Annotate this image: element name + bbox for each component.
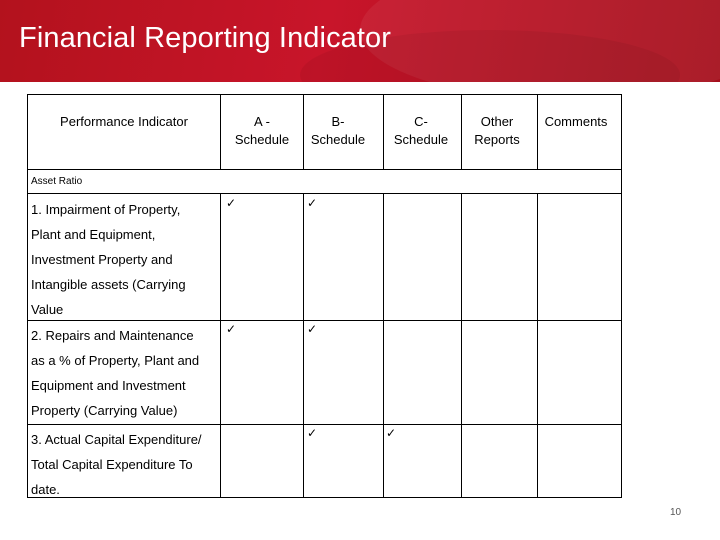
header-a-schedule [222, 113, 302, 149]
row-2-line: 2. Repairs and Maintenance [31, 328, 194, 343]
header-comments: Comments [544, 114, 608, 129]
table-row-2-indicator [31, 323, 221, 423]
header-other-reports-line2: Reports [474, 132, 520, 147]
header-b-schedule-line2: Schedule [310, 132, 366, 147]
row-2-line: as a % of Property, Plant and [31, 353, 200, 368]
header-performance-indicator: Performance Indicator [60, 114, 188, 129]
section-label-asset-ratio: Asset Ratio [31, 176, 83, 187]
header-a-schedule-line2: Schedule [234, 132, 290, 147]
table-row-3-indicator [31, 427, 221, 502]
header-other-reports-line1: Other [480, 114, 514, 129]
row-1-a-schedule-check-icon: ✓ [226, 196, 237, 210]
page-number: 10 [670, 507, 682, 518]
row-2-line: Equipment and Investment [31, 378, 186, 393]
row-3-line: Total Capital Expenditure To [31, 457, 193, 472]
header-b-schedule [298, 113, 378, 149]
row-1-line: Plant and Equipment, [31, 227, 156, 242]
row-1-b-schedule-check-icon: ✓ [307, 196, 318, 210]
row-3-line: 3. Actual Capital Expenditure/ [31, 432, 202, 447]
page-title: Financial Reporting Indicator [19, 22, 392, 54]
header-a-schedule-line1: A - [254, 114, 270, 129]
row-2-a-schedule-check-icon: ✓ [226, 322, 237, 336]
header-c-schedule [381, 113, 461, 149]
row-1-line: Investment Property and [31, 252, 173, 267]
row-1-line: 1. Impairment of Property, [31, 202, 181, 217]
header-c-schedule-line2: Schedule [393, 132, 449, 147]
row-2-line: Property (Carrying Value) [31, 403, 178, 418]
header-c-schedule-line1: C- [414, 114, 428, 129]
row-2-b-schedule-check-icon: ✓ [307, 322, 318, 336]
header-b-schedule-line1: B- [331, 114, 345, 129]
row-3-b-schedule-check-icon: ✓ [307, 426, 318, 440]
header-other-reports [461, 113, 533, 149]
row-1-line: Value [31, 302, 64, 317]
table-row-1-indicator [31, 197, 221, 322]
row-3-line: date. [31, 482, 60, 497]
row-1-line: Intangible assets (Carrying [31, 277, 186, 292]
row-3-c-schedule-check-icon: ✓ [386, 426, 397, 440]
